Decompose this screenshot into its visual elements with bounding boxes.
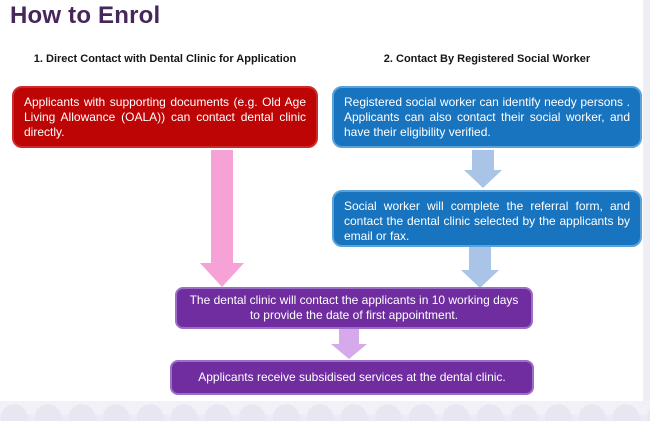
footer-scallop-decoration bbox=[0, 401, 650, 421]
arrow-shaft bbox=[469, 247, 491, 270]
arrow-head bbox=[331, 344, 367, 359]
arrow-head bbox=[464, 170, 502, 188]
flow-box-social-worker-identify: Registered social worker can identify needy persons . Applicants can also contact their social worker, and have their eligibility verified. bbox=[332, 86, 642, 148]
right-edge-decoration bbox=[643, 0, 650, 421]
down-arrow-icon-purple1-to-purple2 bbox=[331, 329, 367, 359]
flow-box-referral-form: Social worker will complete the referral form, and contact the dental clinic selected by the applicants by email or fax. bbox=[332, 190, 642, 247]
arrow-head bbox=[461, 270, 499, 288]
heading-social-worker: 2. Contact By Registered Social Worker bbox=[383, 53, 591, 65]
heading-direct-contact: 1. Direct Contact with Dental Clinic for Application bbox=[33, 53, 297, 65]
arrow-shaft bbox=[339, 329, 359, 344]
flow-box-subsidised-services bbox=[170, 360, 534, 395]
flow-box-clinic-contact-text: The dental clinic will contact the applicants in 10 working days to provide the date of first appointment. bbox=[189, 293, 519, 322]
arrow-head bbox=[200, 263, 244, 287]
down-arrow-icon-blue2-to-merge bbox=[461, 247, 499, 288]
arrow-shaft bbox=[211, 150, 233, 263]
page-title: How to Enrol bbox=[10, 2, 161, 29]
flow-box-subsidised-services-text: Applicants receive subsidised services at the dental clinic. bbox=[198, 370, 506, 384]
flow-box-applicants-documents: Applicants with supporting documents (e.g. Old Age Living Allowance (OALA)) can contact dental clinic directly. bbox=[12, 86, 318, 148]
flow-box-clinic-contact bbox=[175, 287, 533, 329]
arrow-shaft bbox=[472, 150, 494, 170]
down-arrow-icon-red-to-merge bbox=[200, 150, 244, 287]
down-arrow-icon-blue1-to-blue2 bbox=[464, 150, 502, 188]
